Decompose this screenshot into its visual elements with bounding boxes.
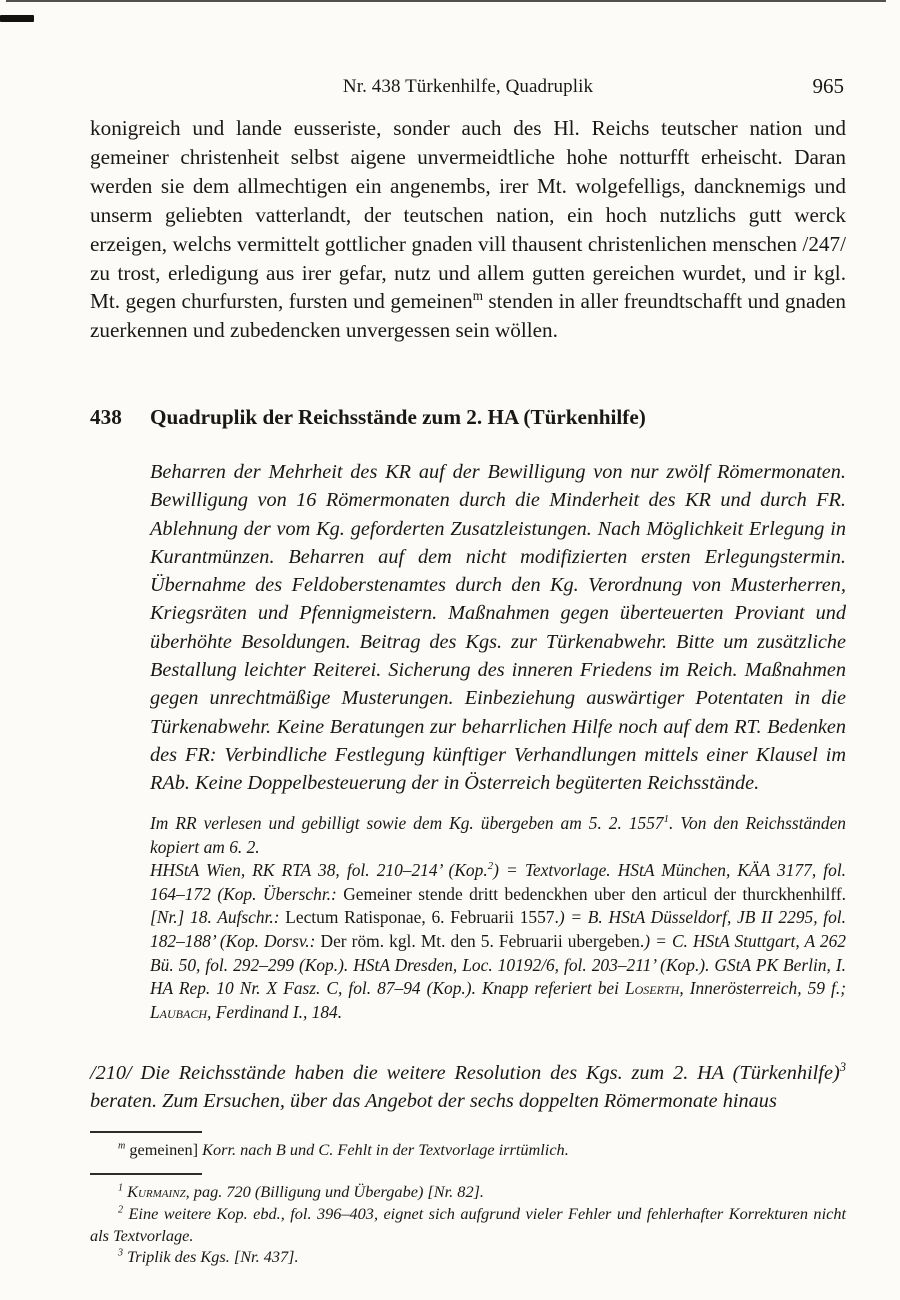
apparatus-marker-m: m xyxy=(118,1140,126,1152)
provenance-dating-part2: . Von den Reichsständen kopiert am 6. 2. xyxy=(150,813,846,857)
footnote-2 xyxy=(90,1203,846,1247)
archival-quote-3: Der röm. kgl. Mt. den 5. Februarii ubergeben. xyxy=(320,930,645,951)
transmission-seg7: , Ferdinand I., 184. xyxy=(207,1001,343,1022)
opening-part2: beraten. Zum Ersuchen, über das Angebot der sechs doppelten Römermonate hinaus xyxy=(90,1089,777,1112)
transmission-seg5: ) = C. HStA Stuttgart, A 262 Bü. 50, fol. 292–299 (Kop.). HStA Dresden, Loc. 10192/6, fol. 203–211’ (Kop.). GStA PK Berlin, I. HA Rep. 10 Nr. X Fasz. C, fol. 87–94 (Kop.). Knapp referiert bei xyxy=(150,930,846,999)
apparatus-rule xyxy=(90,1131,202,1133)
provenance-dating-line xyxy=(150,812,846,859)
footnote-1-text: , pag. 720 (Billigung und Übergabe) [Nr. 82]. xyxy=(185,1182,484,1201)
archival-quote-1: Gemeiner stende dritt bedenckhen uber den articul der thurckhenhilff. xyxy=(343,883,846,904)
opening-paragraph xyxy=(90,1060,846,1115)
footnote-1-marker: 1 xyxy=(118,1182,124,1194)
body-paragraph-part1: konigreich und lande eusseriste, sonder auch des Hl. Reichs teutscher nation und gemeiner christenheit selbst aigene unvermeidtliche hohe notturfft erheischt. Daran werden sie dem allmechtigen ein angenembs, irer Mt. wolgefelligs, dancknemigs und unserm geliebten vatterlandt, der teutschen nation, ein hoch nutzlichs gutt werck erzeigen, welchs vermittelt gottlicher gnaden vill thausent christenlichen menschen /247/ zu trost, erledigung aus irer gefar, nutz und allem gutten gereichen wurdet, und ir kgl. Mt. gegen churfursten, fursten und gemeinen xyxy=(90,116,846,314)
footnote-ref-1: 1 xyxy=(663,813,669,826)
section-heading xyxy=(90,405,846,430)
footnote-ref-3: 3 xyxy=(839,1060,846,1075)
transmission-seg4: ) = B. HStA Düsseldorf, JB II 2295, fol. 182–188’ (Kop. Dorsv.: xyxy=(150,907,846,951)
footnote-2-marker: 2 xyxy=(118,1204,124,1216)
apparatus-reference-m: m xyxy=(472,288,483,304)
transmission-seg1: HHStA Wien, RK RTA 38, fol. 210–214’ (Kop. xyxy=(150,860,488,881)
footnotes-block xyxy=(90,1181,846,1268)
footnote-1 xyxy=(90,1181,846,1203)
provenance-dating-part1: Im RR verlesen und gebilligt sowie dem Kg. übergeben am 5. 2. 1557 xyxy=(150,813,664,833)
archival-quote-2: Lectum Ratisponae, 6. Februarii 1557. xyxy=(285,907,559,928)
footnote-rule xyxy=(90,1173,202,1175)
apparatus-comment: Korr. nach B und C. Fehlt in der Textvorlage irrtümlich. xyxy=(198,1140,569,1159)
provenance-block xyxy=(150,812,846,1024)
footnote-1-smallcaps-name: Kurmainz xyxy=(127,1182,186,1201)
scan-artifact-top-line xyxy=(6,0,886,2)
running-head xyxy=(90,76,846,102)
footnote-2-text: Eine weitere Kop. ebd., fol. 396–403, eignet sich aufgrund vieler Fehler und fehlerhafter Korrekturen nicht als Textvorlage. xyxy=(90,1203,846,1245)
footnote-3 xyxy=(90,1246,846,1268)
transmission-seg3: [Nr.] 18. Aufschr.: xyxy=(150,907,286,928)
provenance-transmission xyxy=(150,859,846,1024)
footnote-ref-2: 2 xyxy=(487,860,494,873)
opening-part1: /210/ Die Reichsstände haben die weitere Resolution des Kgs. zum 2. HA (Türkenhilfe) xyxy=(90,1062,840,1084)
transmission-seg2: ) = Textvorlage. HStA München, KÄA 3177, fol. 164–172 (Kop. Überschr.: xyxy=(150,860,846,904)
running-title: Nr. 438 Türkenhilfe, Quadruplik xyxy=(342,76,594,97)
author-name-loserth: Loserth xyxy=(624,978,680,999)
body-paragraph xyxy=(90,114,846,345)
footnote-3-marker: 3 xyxy=(118,1247,124,1259)
author-name-laubach: Laubach xyxy=(150,1001,207,1022)
page-number: 965 xyxy=(812,74,844,98)
section-number: 438 xyxy=(90,405,122,429)
summary-paragraph: Beharren der Mehrheit des KR auf der Bewilligung von nur zwölf Römermonaten. Bewilligung von 16 Römermonaten durch die Minderheit des KR und durch FR. Ablehnung der vom Kg. geforderten Zusatzleistungen. Nach Möglichkeit Erlegung in Kurantmünzen. Beharren auf dem nicht modifizierten ersten Erlegungstermin. Übernahme des Feldoberstenamtes durch den Kg. Verordnung von Musterherren, Kriegsräten und Pfennigmeistern. Maßnahmen gegen überteuerten Proviant und überhöhte Besoldungen. Beitrag des Kgs. zur Türkenabwehr. Bitte um zusätzliche Bestallung leichter Reiterei. Sicherung des inneren Friedens im Reich. Maßnahmen gegen unrechtmäßige Musterungen. Einbeziehung auswärtiger Potentaten in die Türkenabwehr. Keine Beratungen zur beharrlichen Hilfe noch auf dem RT. Bedenken des FR: Verbindliche Festlegung künftiger Verhandlungen mittels einer Klausel im RAb. Keine Doppelbesteuerung der in Österreich begüterten Reichsstände. xyxy=(150,461,846,795)
body-paragraph-part2: stenden in aller freundtschafft und gnaden zuerkennen und zubedencken unvergessen sein wöllen. xyxy=(90,289,846,343)
scan-artifact-left-mark xyxy=(0,15,34,22)
section-title: Quadruplik der Reichsstände zum 2. HA (Türkenhilfe) xyxy=(150,405,646,429)
transmission-seg6: , Innerösterreich, 59 f.; xyxy=(679,978,846,999)
apparatus-note-m xyxy=(90,1139,846,1160)
footnote-3-text: Triplik des Kgs. [Nr. 437]. xyxy=(123,1247,299,1267)
apparatus-lemma: gemeinen] xyxy=(125,1140,199,1159)
